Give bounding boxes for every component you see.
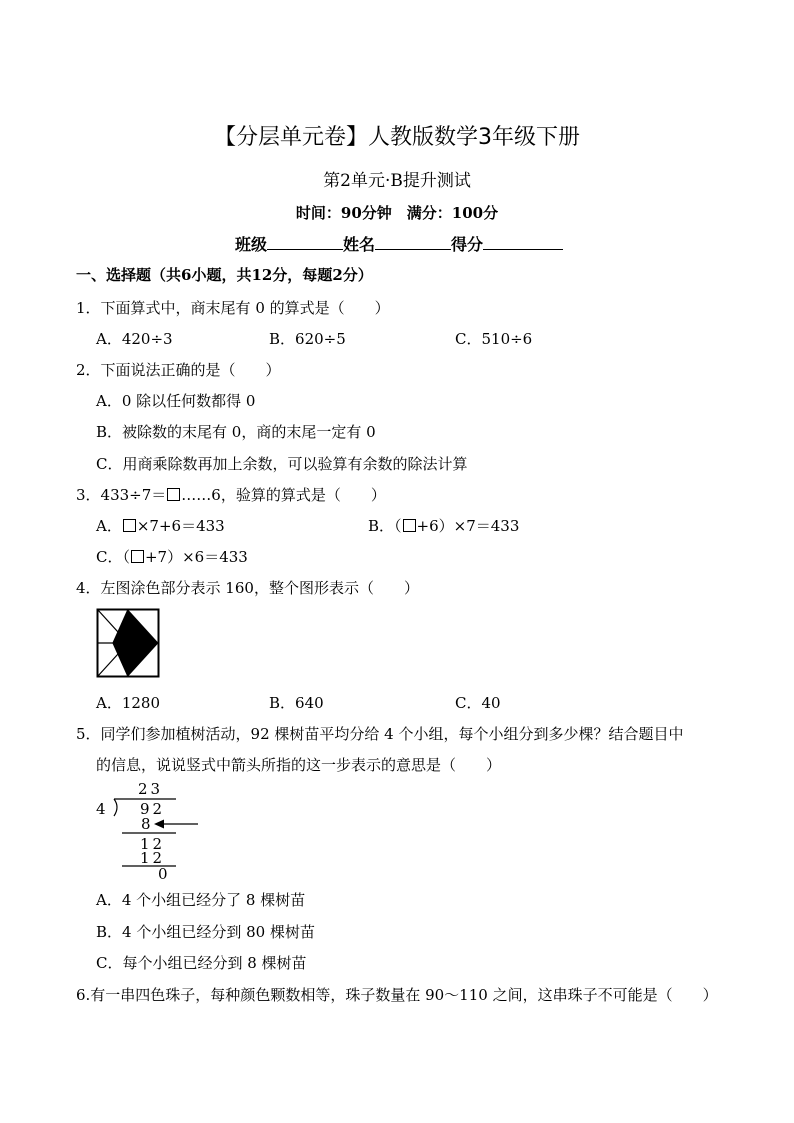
score-blank[interactable] [483, 233, 563, 250]
question-1-option-b: B．620÷5 [269, 330, 346, 348]
question-3-option-c: C．（ +7）×6＝433 [96, 548, 248, 566]
division-step2b: 12 [140, 849, 166, 867]
question-5-stem-line-2: 的信息，说说竖式中箭头所指的这一步表示的意思是（ ） [96, 756, 502, 774]
question-1-stem: 1．下面算式中，商末尾有 0 的算式是（ ） [76, 299, 390, 317]
question-3-stem: 3．433÷7＝ ……6，验算的算式是（ ） [76, 486, 386, 504]
question-2-option-b: B．被除数的末尾有 0，商的末尾一定有 0 [96, 423, 376, 441]
question-4-option-a: A．1280 [96, 694, 161, 712]
blank-box-icon [403, 519, 416, 532]
section-heading: 一、选择题（共6小题，共12分，每题2分） [76, 266, 373, 284]
blank-box-icon [131, 550, 144, 563]
score-label: 得分 [451, 235, 484, 254]
division-bracket [114, 799, 117, 816]
class-blank[interactable] [267, 233, 343, 250]
division-quotient: 23 [138, 780, 164, 798]
question-3-option-a: A． ×7+6＝433 [96, 517, 225, 535]
student-info-line [235, 232, 563, 255]
question-4-option-b: B．640 [269, 694, 324, 712]
question-4-stem: 4．左图涂色部分表示 160，整个图形表示（ ） [76, 579, 419, 597]
class-label: 班级 [235, 235, 268, 254]
question-1-option-c: C．510÷6 [455, 330, 533, 348]
question-3-option-b: B．（ +6）×7＝433 [368, 517, 520, 535]
question-6-stem: 6.有一串四色珠子，每种颜色颗数相等，珠子数量在 90～110 之间，这串珠子不可能是（ ） [76, 986, 718, 1004]
blank-box-icon [123, 519, 136, 532]
question-5-option-b: B．4 个小组已经分到 80 棵树苗 [96, 923, 315, 941]
question-2-option-a: A．0 除以任何数都得 0 [96, 392, 256, 410]
page-subtitle: 第2单元·B提升测试 [323, 171, 471, 191]
question-2-stem: 2．下面说法正确的是（ ） [76, 361, 281, 379]
arrow-left-icon [154, 820, 164, 829]
division-remainder: 0 [158, 865, 168, 880]
blank-box-icon [167, 488, 180, 501]
division-step1: 8 [141, 815, 151, 833]
question-4-option-c: C．40 [455, 694, 501, 712]
long-division-figure [92, 780, 204, 880]
name-label: 姓名 [343, 235, 376, 254]
time-score-info: 时间：90分钟 满分：100分 [295, 204, 499, 222]
name-blank[interactable] [375, 233, 451, 250]
division-step2a: 12 [140, 835, 166, 853]
question-5-option-c: C．每个小组已经分到 8 棵树苗 [96, 954, 307, 972]
shaded-square-figure [96, 608, 160, 678]
page-title: 【分层单元卷】人教版数学3年级下册 [214, 125, 580, 150]
question-5-option-a: A．4 个小组已经分了 8 棵树苗 [96, 891, 306, 909]
question-1-option-a: A．420÷3 [96, 330, 173, 348]
division-divisor: 4 [96, 800, 106, 818]
question-2-option-c: C．用商乘除数再加上余数，可以验算有余数的除法计算 [96, 455, 468, 473]
question-5-stem-line-1: 5．同学们参加植树活动，92 棵树苗平均分给 4 个小组，每个小组分到多少棵？结合题目中 [76, 725, 684, 743]
division-dividend: 92 [140, 800, 166, 818]
